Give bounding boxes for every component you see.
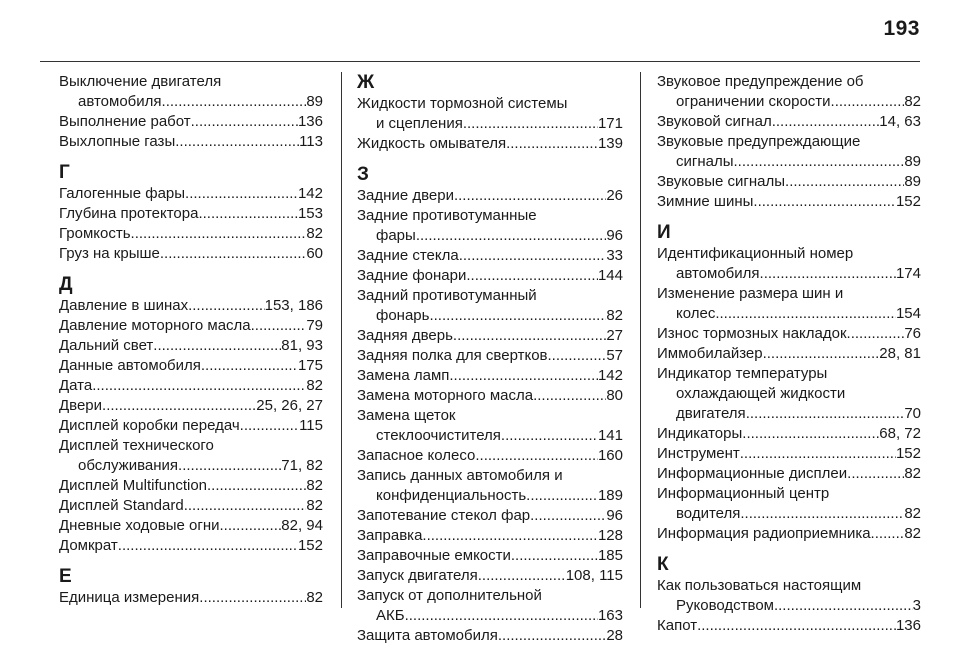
leader-dots [422,526,598,546]
index-entry-text: фары [376,227,416,244]
index-page-ref: 113 [299,133,323,150]
index-entry-text: Защита автомобиля [357,627,498,644]
leader-dots [184,496,307,516]
index-page-ref: 68, 72 [879,425,921,442]
index-entry-text: Информационные дисплеи [657,465,848,482]
index-page-ref: 76 [904,325,921,342]
index-entry-text: Громкость [59,225,131,242]
index-entry [59,224,323,244]
index-page-ref: 82 [306,225,323,242]
index-letter-heading: Д [59,274,73,295]
index-entry-text: колес [676,305,716,322]
leader-dots [188,296,265,316]
index-entry [357,266,623,286]
leader-dots [466,266,598,286]
leader-dots [463,114,598,134]
index-page-ref: 160 [597,447,623,464]
leader-dots [178,456,281,476]
index-letter-heading: Ж [357,72,375,93]
index-entry [657,132,921,172]
index-page-ref: 57 [606,347,623,364]
index-entry-text: и сцепления [376,115,463,132]
index-page-ref: 28 [606,627,623,644]
index-page-ref: 80 [606,387,623,404]
leader-dots [453,326,606,346]
index-page-ref: 3 [912,597,921,614]
index-entry [59,204,323,224]
index-page-ref: 141 [597,427,623,444]
leader-dots [449,366,598,386]
leader-dots [740,444,896,464]
index-page-ref: 189 [597,487,623,504]
index-letter-heading: Е [59,566,72,587]
index-entry [357,586,623,626]
leader-dots [530,506,606,526]
index-page-ref: 152 [297,537,323,554]
index-entry [657,484,921,524]
column-divider [341,72,342,608]
index-entry-text: Износ тормозных накладок [657,325,847,342]
index-page-ref: 82 [904,505,921,522]
index-page-ref: 136 [895,617,921,634]
index-entry-text: Индикаторы [657,425,743,442]
index-page-ref: 96 [606,227,623,244]
leader-dots [753,192,896,212]
index-page-ref: 96 [606,507,623,524]
index-entry [357,326,623,346]
index-page-ref: 82, 94 [281,517,323,534]
leader-dots [760,264,896,284]
index-page-ref: 152 [895,445,921,462]
index-entry [357,134,623,154]
leader-dots [742,424,879,444]
index-entry [657,464,921,484]
index-entry [657,172,921,192]
index-entry-text: Задние стекла [357,247,459,264]
index-entry-text: Заправка [357,527,423,544]
index-page-ref: 14, 63 [879,113,921,130]
index-entry [657,524,921,544]
leader-dots [526,486,598,506]
index-entry [357,466,623,506]
index-entry [357,406,623,446]
index-entry [357,206,623,246]
index-entry-text: Данные автомобиля [59,357,201,374]
leader-dots [416,226,607,246]
leader-dots [774,596,913,616]
index-entry [657,576,921,616]
leader-dots [201,356,298,376]
index-entry-text: Идентификационный номер [657,245,854,262]
index-page-ref: 82 [904,465,921,482]
index-entry-text: Выполнение работ [59,113,191,130]
index-letter-heading: З [357,164,369,185]
column-divider [640,72,641,608]
leader-dots [734,152,905,172]
index-page-ref: 163 [597,607,623,624]
index-entry-text: охлаждающей жидкости [676,385,846,402]
index-entry [357,386,623,406]
index-entry-text: Информация радиоприемника. [657,525,875,542]
index-entry-text: Задний противотуманный [357,287,537,304]
leader-dots [175,132,299,152]
index-entry-text: Запасное колесо [357,447,476,464]
leader-dots [207,476,306,496]
index-entry [59,296,323,316]
leader-dots [191,112,298,132]
index-entry-text: Дата [59,377,93,394]
leader-dots [740,504,904,524]
index-entry-text: обслуживания [78,457,179,474]
leader-dots [405,606,598,626]
index-entry-text: фонарь [376,307,430,324]
index-entry-text: Жидкость омывателя [357,135,507,152]
index-page-ref: 26 [606,187,623,204]
index-page-ref: 185 [597,547,623,564]
index-entry-text: Выключение двигателя [59,73,222,90]
index-column-3 [657,72,921,634]
leader-dots [131,224,307,244]
index-entry [357,366,623,386]
leader-dots [478,566,566,586]
index-entry [59,376,323,396]
index-entry [357,246,623,266]
index-entry-text: Выхлопные газы [59,133,176,150]
index-entry [357,446,623,466]
index-entry [357,286,623,326]
leader-dots [118,536,298,556]
index-entry-text: ограничении скорости [676,93,831,110]
index-entry-text: Запотевание стекол фар [357,507,531,524]
index-entry-text: Индикатор температуры [657,365,828,382]
index-entry [657,424,921,444]
index-page-ref: 81, 93 [281,337,323,354]
leader-dots [548,346,607,366]
index-column-1 [59,72,323,608]
index-page-ref: 28, 81 [879,345,921,362]
index-letter-heading: И [657,222,671,243]
index-page-ref: 175 [297,357,323,374]
leader-dots [454,186,606,206]
index-entry [59,396,323,416]
index-page-ref: 153, 186 [264,297,323,314]
index-entry-text: двигателя [676,405,746,422]
leader-dots [847,324,905,344]
index-entry-text: Капот [657,617,698,634]
index-page-ref: 174 [895,265,921,282]
leader-dots [875,524,905,544]
leader-dots [772,112,880,132]
index-entry-text: Звуковые сигналы [657,173,786,190]
index-page-ref: 82 [606,307,623,324]
leader-dots [715,304,896,324]
index-entry-text: Задние противотуманные [357,207,537,224]
leader-dots [506,134,598,154]
index-entry-text: Замена моторного масла [357,387,534,404]
index-entry [657,112,921,132]
index-entry-text: сигналы [676,153,734,170]
index-entry [59,132,323,152]
index-page-ref: 108, 115 [565,567,623,584]
index-entry-text: водителя [676,505,741,522]
index-entry [357,346,623,366]
leader-dots [831,92,905,112]
index-entry-text: Звуковой сигнал [657,113,772,130]
index-entry-text: Иммобилайзер [657,345,763,362]
index-page-ref: 139 [597,135,623,152]
index-entry [357,546,623,566]
index-entry-text: Информационный центр [657,485,830,502]
index-entry [59,244,323,264]
index-page-ref: 142 [597,367,623,384]
leader-dots [429,306,606,326]
leader-dots [160,244,306,264]
index-letter-heading: Г [59,162,70,183]
index-page-ref: 144 [597,267,623,284]
index-letter-heading: К [657,554,669,575]
index-entry [657,324,921,344]
index-entry-text: Давление в шинах [59,297,189,314]
header-rule [40,61,920,62]
leader-dots [511,546,598,566]
index-entry-text: Инструмент [657,445,740,462]
index-entry [657,284,921,324]
leader-dots [498,626,606,646]
index-entry-text: Дисплей технического [59,437,214,454]
index-entry-text: Дальний свет [59,337,154,354]
index-entry-text: Дисплей Multifunction [59,477,208,494]
index-page-ref: 82 [306,589,323,606]
index-page-ref: 152 [895,193,921,210]
index-entry-text: Замена ламп [357,367,450,384]
index-entry [657,616,921,636]
leader-dots [785,172,904,192]
index-page-ref: 60 [306,245,323,262]
index-column-2 [357,72,623,644]
leader-dots [199,588,306,608]
leader-dots [162,92,307,112]
index-entry [357,526,623,546]
index-entry-text: Звуковые предупреждающие [657,133,861,150]
index-entry-text: Запуск двигателя [357,567,478,584]
index-entry [657,192,921,212]
index-entry-text: Домкрат [59,537,118,554]
index-entry [59,536,323,556]
index-entry [59,112,323,132]
index-entry-text: Дневные ходовые огни [59,517,220,534]
leader-dots [533,386,606,406]
index-entry [59,72,323,112]
index-page-ref: 89 [306,93,323,110]
index-entry [357,566,623,586]
leader-dots [251,316,307,336]
index-entry [59,416,323,436]
leader-dots [763,344,880,364]
index-entry [59,476,323,496]
leader-dots [475,446,598,466]
index-entry-text: Давление моторного масла [59,317,251,334]
index-page-ref: 154 [895,305,921,322]
index-entry-text: Заправочные емкости [357,547,511,564]
index-page-ref: 82 [306,497,323,514]
index-page-ref: 70 [904,405,921,422]
index-entry-text: Дисплей Standard [59,497,184,514]
index-page-ref: 115 [299,417,323,434]
index-entry [59,316,323,336]
index-page-ref: 82 [904,93,921,110]
leader-dots [697,616,896,636]
index-entry-text: конфиденциальность [376,487,527,504]
leader-dots [501,426,598,446]
leader-dots [220,516,282,536]
index-page-ref: 128 [597,527,623,544]
index-entry [657,364,921,424]
index-entry-text: Запись данных автомобиля и [357,467,563,484]
index-page-ref: 25, 26, 27 [256,397,323,414]
index-entry-text: Задние двери [357,187,454,204]
index-entry [59,184,323,204]
leader-dots [185,184,298,204]
index-entry-text: Жидкости тормозной системы [357,95,568,112]
index-entry-text: Задняя дверь [357,327,453,344]
index-entry-text: Глубина протектора [59,205,199,222]
leader-dots [153,336,281,356]
leader-dots [198,204,298,224]
leader-dots [92,376,306,396]
index-entry [357,186,623,206]
index-entry-text: Как пользоваться настоящим [657,577,862,594]
index-page-ref: 136 [297,113,323,130]
leader-dots [240,416,299,436]
index-entry [59,356,323,376]
leader-dots [847,464,904,484]
index-page-ref: 82 [306,377,323,394]
index-entry [657,72,921,112]
page-number: 193 [883,17,920,40]
index-entry [59,496,323,516]
index-page-ref: 89 [904,153,921,170]
index-entry-text: Задняя полка для свертков [357,347,548,364]
index-entry-text: Запуск от дополнительной [357,587,542,604]
index-entry [59,336,323,356]
index-entry-text: автомобиля [676,265,760,282]
index-entry [657,444,921,464]
index-entry-text: Звуковое предупреждение об [657,73,864,90]
leader-dots [102,396,256,416]
index-page-ref: 153 [297,205,323,222]
index-page-ref: 82 [904,525,921,542]
index-page-ref: 171 [597,115,623,132]
index-entry-text: Двери [59,397,103,414]
index-entry [657,244,921,284]
index-entry-text: Зимние шины [657,193,754,210]
index-entry-text: Задние фонари [357,267,467,284]
index-entry [657,344,921,364]
index-entry-text: автомобиля [78,93,162,110]
index-page-ref: 82 [306,477,323,494]
index-entry-text: Груз на крыше [59,245,160,262]
index-entry [357,626,623,646]
index-page-ref: 27 [606,327,623,344]
index-entry-text: стеклоочистителя [376,427,501,444]
index-entry-text: Изменение размера шин и [657,285,844,302]
index-entry [59,516,323,536]
leader-dots [459,246,607,266]
index-entry [59,588,323,608]
index-entry-text: Дисплей коробки передач [59,417,240,434]
index-page-ref: 142 [297,185,323,202]
index-page-ref: 79 [306,317,323,334]
index-entry [59,436,323,476]
index-entry-text: Галогенные фары [59,185,186,202]
index-page-ref: 71, 82 [281,457,323,474]
leader-dots [746,404,905,424]
index-page-ref: 33 [606,247,623,264]
index-page-ref: 89 [904,173,921,190]
index-entry-text: Руководством [676,597,774,614]
index-entry-text: Единица измерения [59,589,200,606]
index-entry [357,506,623,526]
index-entry-text: АКБ [376,607,405,624]
index-entry [357,94,623,134]
index-entry-text: Замена щеток [357,407,456,424]
